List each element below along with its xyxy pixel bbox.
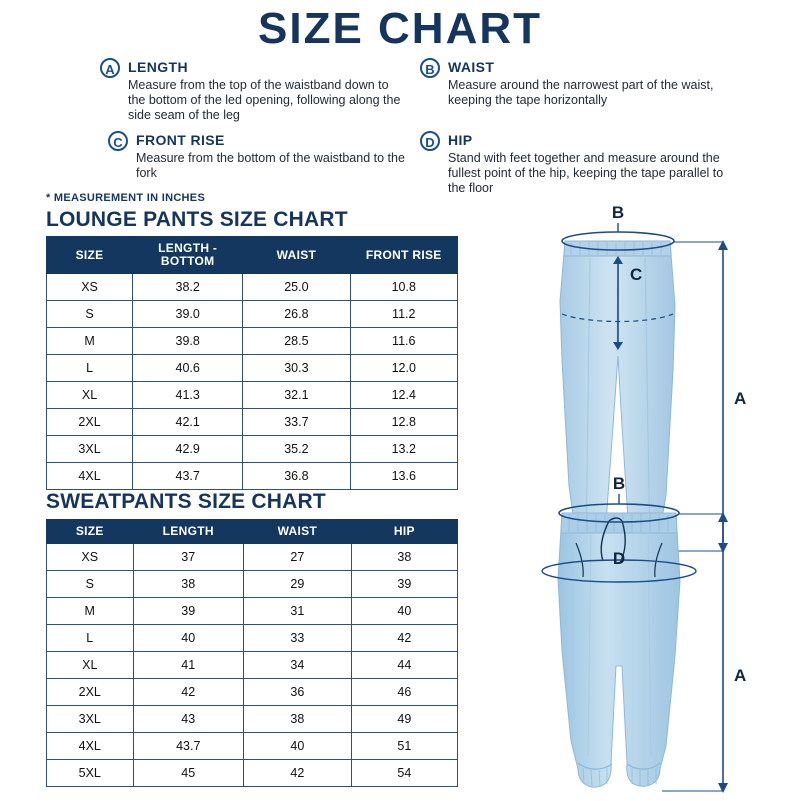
cell-waist: 36.8 [243, 463, 350, 490]
lounge-pants-size-table [46, 236, 458, 490]
table-row [47, 436, 458, 463]
cell-length: 39.8 [133, 328, 243, 355]
cell-length: 42.1 [133, 409, 243, 436]
lounge-pants-table-title: LOUNGE PANTS SIZE CHART [46, 208, 348, 231]
illustrations [470, 196, 800, 796]
table-row [47, 571, 458, 598]
cell-front-rise: 13.6 [350, 463, 458, 490]
legend-body-length: Measure from the top of the waistband down to the bottom of the led opening, following along the side seam of the leg [128, 78, 401, 122]
cell-front-rise: 11.6 [350, 328, 458, 355]
cell-length: 43.7 [133, 733, 243, 760]
cell-size: XL [47, 652, 134, 679]
page-title: SIZE CHART [258, 4, 542, 53]
column-header-size: SIZE [47, 520, 134, 544]
column-header-waist: WAIST [243, 520, 351, 544]
pants-diagrams-svg [470, 196, 800, 796]
table-row [47, 598, 458, 625]
table-row [47, 328, 458, 355]
table-row [47, 733, 458, 760]
cell-waist: 30.3 [243, 355, 350, 382]
marker-d-sweat: D [612, 549, 626, 568]
cell-hip: 49 [351, 706, 457, 733]
measurement-note: * MEASUREMENT IN INCHES [46, 192, 206, 204]
marker-a-sweat: A [734, 666, 747, 685]
cell-length: 43 [133, 706, 243, 733]
marker-a-lounge: A [734, 389, 747, 408]
cell-length: 41.3 [133, 382, 243, 409]
cell-waist: 33.7 [243, 409, 350, 436]
marker-c-lounge: C [630, 265, 643, 284]
cell-size: 4XL [47, 463, 133, 490]
cell-size: M [47, 598, 134, 625]
table-row [47, 301, 458, 328]
cell-length: 42 [133, 679, 243, 706]
cell-waist: 35.2 [243, 436, 350, 463]
table-row [47, 382, 458, 409]
table-row [47, 274, 458, 301]
cell-size: S [47, 301, 133, 328]
cell-waist: 28.5 [243, 328, 350, 355]
cell-length: 39.0 [133, 301, 243, 328]
cell-waist: 33 [243, 625, 351, 652]
cell-front-rise: 12.0 [350, 355, 458, 382]
sweatpants-illustration [542, 474, 746, 793]
cell-length: 42.9 [133, 436, 243, 463]
cell-size: L [47, 355, 133, 382]
sweatpants-table-title: SWEATPANTS SIZE CHART [46, 490, 326, 513]
table-row [47, 355, 458, 382]
cell-hip: 38 [351, 544, 457, 571]
cell-size: 2XL [47, 409, 133, 436]
cell-size: L [47, 625, 134, 652]
cell-hip: 39 [351, 571, 457, 598]
table-row [47, 679, 458, 706]
cell-size: 5XL [47, 760, 134, 787]
column-header-length: LENGTH [133, 520, 243, 544]
cell-size: S [47, 571, 134, 598]
cell-size: 3XL [47, 706, 134, 733]
cell-size: M [47, 328, 133, 355]
table-row [47, 544, 458, 571]
cell-waist: 38 [243, 706, 351, 733]
cell-size: XS [47, 274, 133, 301]
cell-size: 2XL [47, 679, 134, 706]
marker-b-lounge: B [611, 203, 625, 222]
cell-front-rise: 12.8 [350, 409, 458, 436]
table-row [47, 760, 458, 787]
cell-size: 4XL [47, 733, 134, 760]
cell-waist: 29 [243, 571, 351, 598]
cell-length: 40 [133, 625, 243, 652]
column-header-waist: WAIST [243, 237, 350, 274]
cell-hip: 51 [351, 733, 457, 760]
column-header-size: SIZE [47, 237, 133, 274]
cell-hip: 40 [351, 598, 457, 625]
table-row [47, 625, 458, 652]
cell-waist: 26.8 [243, 301, 350, 328]
cell-length: 43.7 [133, 463, 243, 490]
marker-b-sweat: B [612, 474, 626, 493]
cell-length: 38 [133, 571, 243, 598]
legend-body-front-rise: Measure from the bottom of the waistband to the fork [136, 151, 405, 180]
cell-size: XS [47, 544, 134, 571]
table-row [47, 409, 458, 436]
legend-badge-b: B [420, 58, 440, 78]
legend-body-waist: Measure around the narrowest part of the waist, keeping the tape horizontally [448, 78, 714, 107]
cell-length: 40.6 [133, 355, 243, 382]
column-header-length-bottom: LENGTH - BOTTOM [133, 237, 243, 274]
column-header-hip: HIP [351, 520, 457, 544]
cell-waist: 34 [243, 652, 351, 679]
table-header-row [47, 237, 458, 274]
table-row [47, 706, 458, 733]
legend-head-hip: HIP [448, 132, 473, 148]
cell-waist: 42 [243, 760, 351, 787]
legend-badge-d: D [420, 131, 440, 151]
cell-waist: 32.1 [243, 382, 350, 409]
table-header-row [47, 520, 458, 544]
cell-front-rise: 13.2 [350, 436, 458, 463]
table-row [47, 652, 458, 679]
cell-front-rise: 11.2 [350, 301, 458, 328]
cell-waist: 27 [243, 544, 351, 571]
table-row [47, 463, 458, 490]
cell-front-rise: 12.4 [350, 382, 458, 409]
legend-body-hip: Stand with feet together and measure around the fullest point of the hip, keeping the tape parallel to the floor [448, 151, 724, 195]
cell-length: 41 [133, 652, 243, 679]
legend-badge-c: C [108, 131, 128, 151]
cell-hip: 44 [351, 652, 457, 679]
legend-head-length: LENGTH [128, 59, 188, 75]
column-header-front-rise: FRONT RISE [350, 237, 458, 274]
cell-hip: 54 [351, 760, 457, 787]
cell-waist: 31 [243, 598, 351, 625]
cell-waist: 25.0 [243, 274, 350, 301]
legend [100, 58, 790, 195]
cell-front-rise: 10.8 [350, 274, 458, 301]
lounge-pants-illustration [560, 203, 746, 553]
legend-head-front-rise: FRONT RISE [136, 132, 225, 148]
legend-badge-a: A [100, 58, 120, 78]
cell-waist: 36 [243, 679, 351, 706]
cell-size: XL [47, 382, 133, 409]
cell-size: 3XL [47, 436, 133, 463]
sweatpants-size-table [46, 519, 458, 787]
cell-length: 39 [133, 598, 243, 625]
cell-hip: 42 [351, 625, 457, 652]
cell-length: 38.2 [133, 274, 243, 301]
cell-waist: 40 [243, 733, 351, 760]
cell-length: 45 [133, 760, 243, 787]
cell-hip: 46 [351, 679, 457, 706]
legend-head-waist: WAIST [448, 59, 495, 75]
cell-length: 37 [133, 544, 243, 571]
